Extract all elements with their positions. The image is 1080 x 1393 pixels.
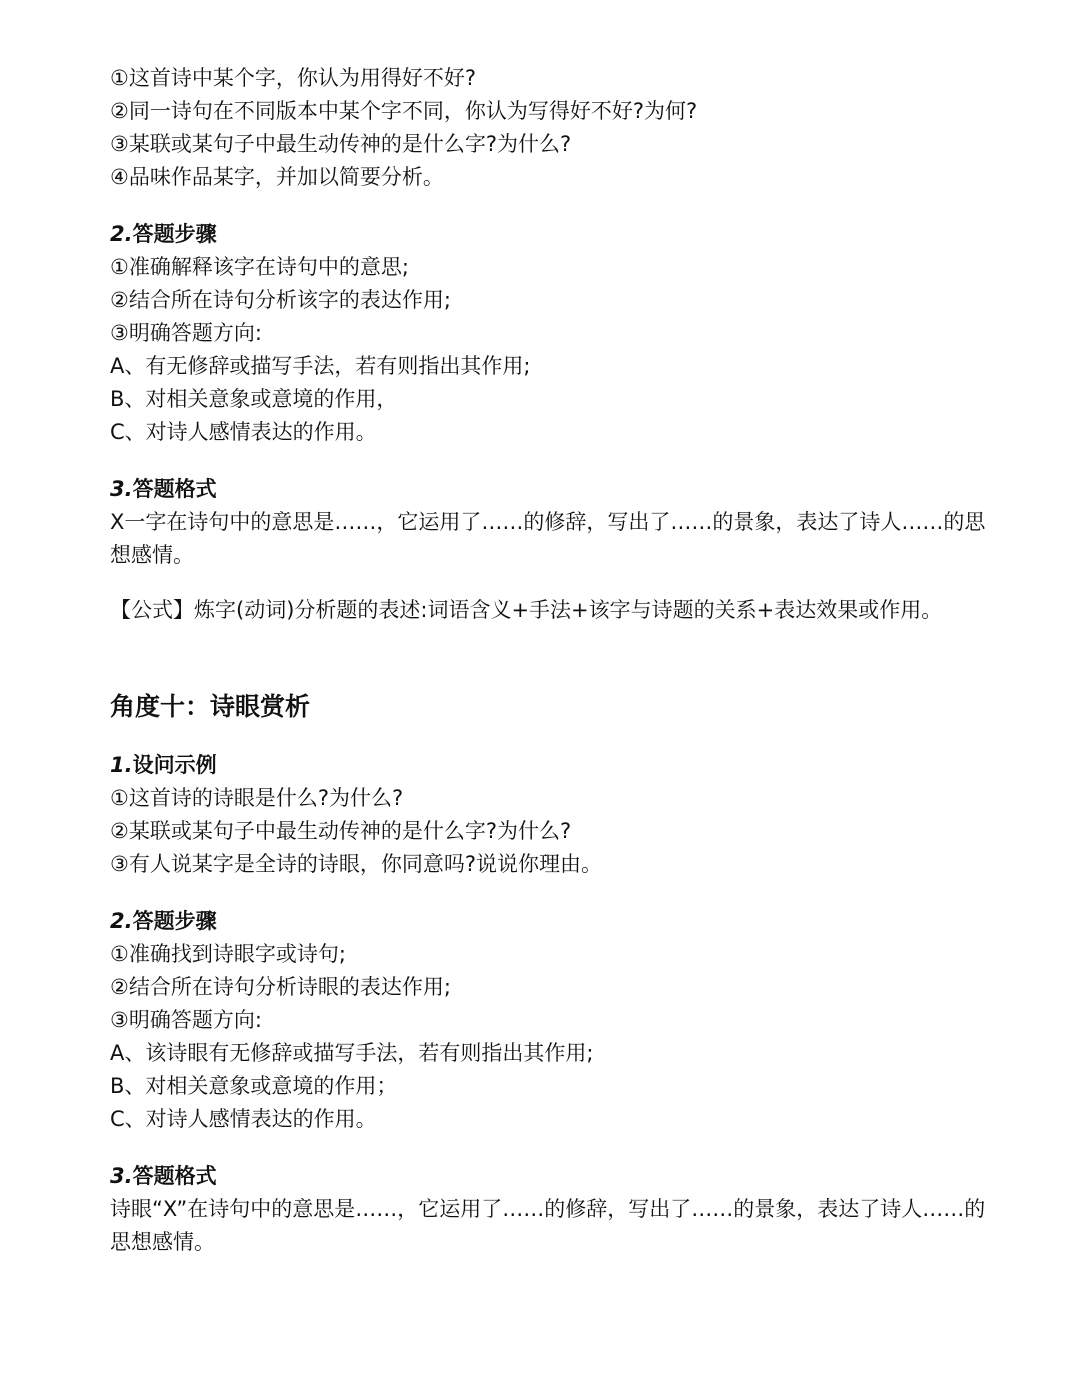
heading-number: 2. <box>110 909 133 933</box>
step-item: ①准确找到诗眼字或诗句; <box>110 942 346 966</box>
section10-steps-list <box>110 938 990 1136</box>
example-item: ①这首诗的诗眼是什么?为什么? <box>110 786 404 810</box>
step-item: A、该诗眼有无修辞或描写手法，若有则指出其作用; <box>110 1041 594 1065</box>
section10-examples-heading <box>110 749 990 782</box>
step-item: ②结合所在诗句分析诗眼的表达作用; <box>110 975 451 999</box>
example-item: ③某联或某句子中最生动传神的是什么字?为什么? <box>110 132 572 156</box>
section10-examples-list <box>110 782 990 881</box>
section9-formula-text: 【公式】炼字(动词)分析题的表述:词语含义+手法+该字与诗题的关系+表达效果或作用。 <box>110 598 943 622</box>
step-item: ①准确解释该字在诗句中的意思; <box>110 255 409 279</box>
heading-text: 答题格式 <box>132 1164 217 1188</box>
example-item: ④品味作品某字，并加以简要分析。 <box>110 165 444 189</box>
document-page <box>110 62 990 1259</box>
section10-title: 角度十：诗眼赏析 <box>110 692 311 721</box>
heading-text: 答题步骤 <box>132 909 217 933</box>
step-item: B、对相关意象或意境的作用； <box>110 1074 398 1098</box>
heading-number: 3. <box>110 477 133 501</box>
heading-number: 2. <box>110 222 133 246</box>
section10-format-heading <box>110 1160 990 1193</box>
step-item: B、对相关意象或意境的作用， <box>110 387 398 411</box>
section9-format-text: X一字在诗句中的意思是……，它运用了……的修辞，写出了……的景象，表达了诗人……的思想感情。 <box>110 510 986 567</box>
section9-format-heading <box>110 473 990 506</box>
section9-examples-list <box>110 62 990 194</box>
heading-text: 答题步骤 <box>132 222 217 246</box>
step-item: A、有无修辞或描写手法，若有则指出其作用; <box>110 354 531 378</box>
step-item: ③明确答题方向: <box>110 321 262 345</box>
step-item: ③明确答题方向: <box>110 1008 262 1032</box>
example-item: ②同一诗句在不同版本中某个字不同，你认为写得好不好?为何? <box>110 99 698 123</box>
heading-text: 设问示例 <box>132 753 217 777</box>
example-item: ②某联或某句子中最生动传神的是什么字?为什么? <box>110 819 572 843</box>
section9-steps-list <box>110 251 990 449</box>
heading-number: 1. <box>110 753 133 777</box>
step-item: ②结合所在诗句分析该字的表达作用; <box>110 288 451 312</box>
heading-text: 答题格式 <box>132 477 217 501</box>
example-item: ③有人说某字是全诗的诗眼，你同意吗?说说你理由。 <box>110 852 602 876</box>
section10-steps-heading <box>110 905 990 938</box>
heading-number: 3. <box>110 1164 133 1188</box>
section10-format-text: 诗眼“X”在诗句中的意思是……，它运用了……的修辞，写出了……的景象，表达了诗人……的思想感情。 <box>110 1197 986 1254</box>
step-item: C、对诗人感情表达的作用。 <box>110 420 377 444</box>
section9-steps-heading <box>110 218 990 251</box>
example-item: ①这首诗中某个字，你认为用得好不好? <box>110 66 476 90</box>
step-item: C、对诗人感情表达的作用。 <box>110 1107 377 1131</box>
